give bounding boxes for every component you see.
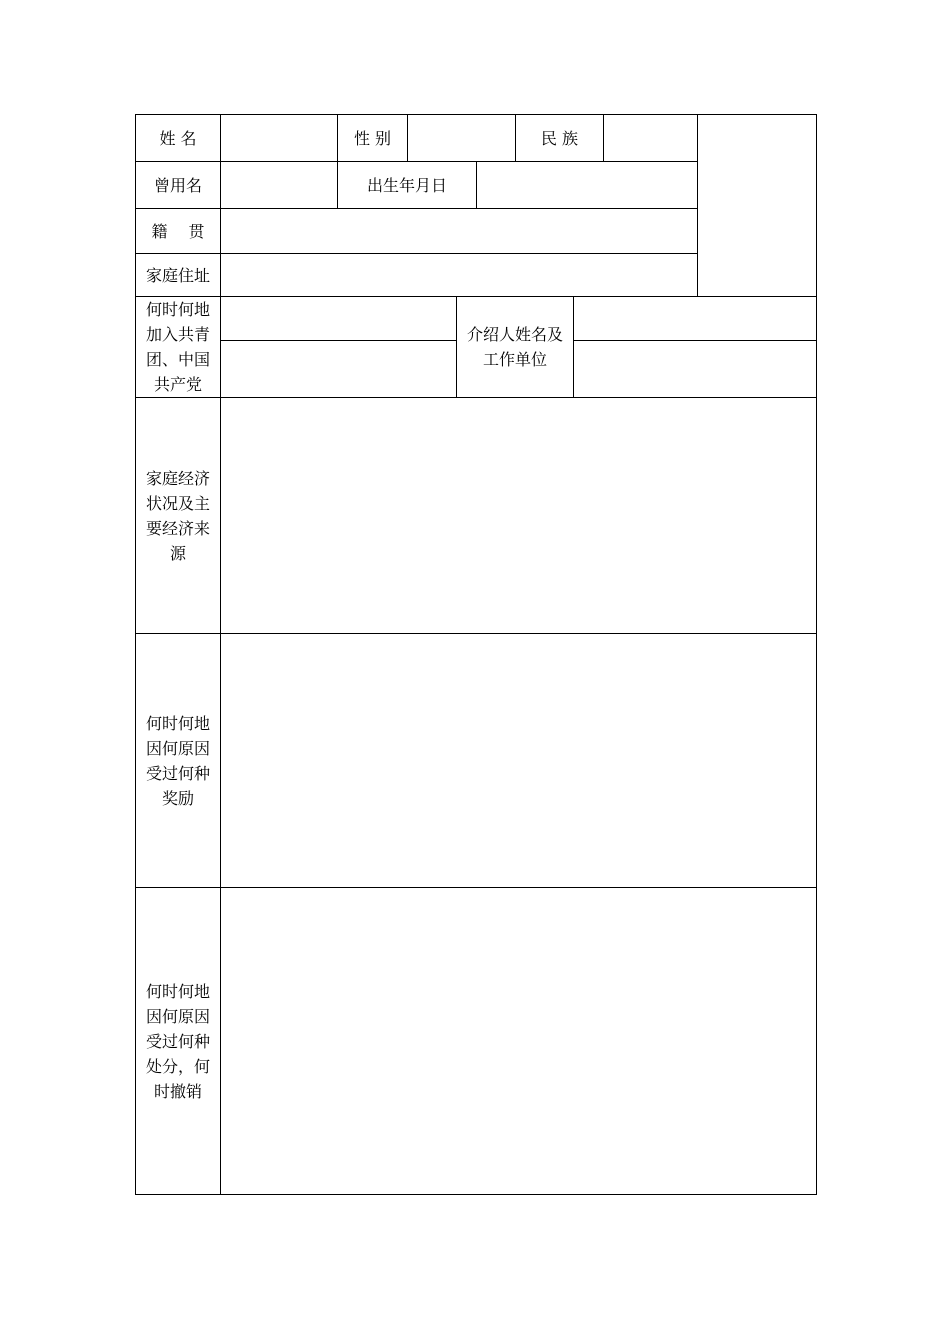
- awards-field[interactable]: [221, 634, 816, 887]
- family-economy-field[interactable]: [221, 398, 816, 633]
- name-label: 姓 名: [159, 128, 197, 148]
- name-field[interactable]: [221, 115, 337, 161]
- join-league-field[interactable]: [221, 297, 456, 340]
- native-place-field[interactable]: [221, 209, 697, 253]
- punishments-field[interactable]: [221, 888, 816, 1194]
- ethnicity-label: 民 族: [540, 128, 579, 148]
- home-address-field[interactable]: [221, 254, 697, 296]
- photo-box[interactable]: [698, 115, 816, 296]
- registration-form: [135, 114, 817, 1195]
- native-place-label: 籍 贯: [151, 221, 205, 241]
- introducer-league-field[interactable]: [574, 297, 816, 340]
- birth-date-label: 出生年月日: [366, 175, 447, 195]
- awards-label: 何时何地因何原因受过何种奖励: [145, 713, 210, 808]
- birth-date-field[interactable]: [477, 162, 697, 208]
- ethnicity-field[interactable]: [604, 115, 697, 161]
- introducer-label: 介绍人姓名及工作单位: [467, 325, 564, 369]
- former-name-field[interactable]: [221, 162, 337, 208]
- gender-field[interactable]: [408, 115, 515, 161]
- family-economy-label: 家庭经济状况及主要经济来源: [145, 468, 210, 563]
- punishments-label: 何时何地因何原因受过何种处分，何时撤销: [145, 981, 210, 1101]
- introducer-party-field[interactable]: [574, 341, 816, 397]
- gender-label: 性 别: [353, 128, 392, 148]
- join-party-field[interactable]: [221, 341, 456, 397]
- former-name-label: 曾用名: [153, 175, 202, 195]
- home-address-label: 家庭住址: [145, 265, 210, 285]
- join-party-label: 何时何地加入共青团、中国共产党: [145, 300, 210, 394]
- introducer-left-divider: [456, 296, 457, 397]
